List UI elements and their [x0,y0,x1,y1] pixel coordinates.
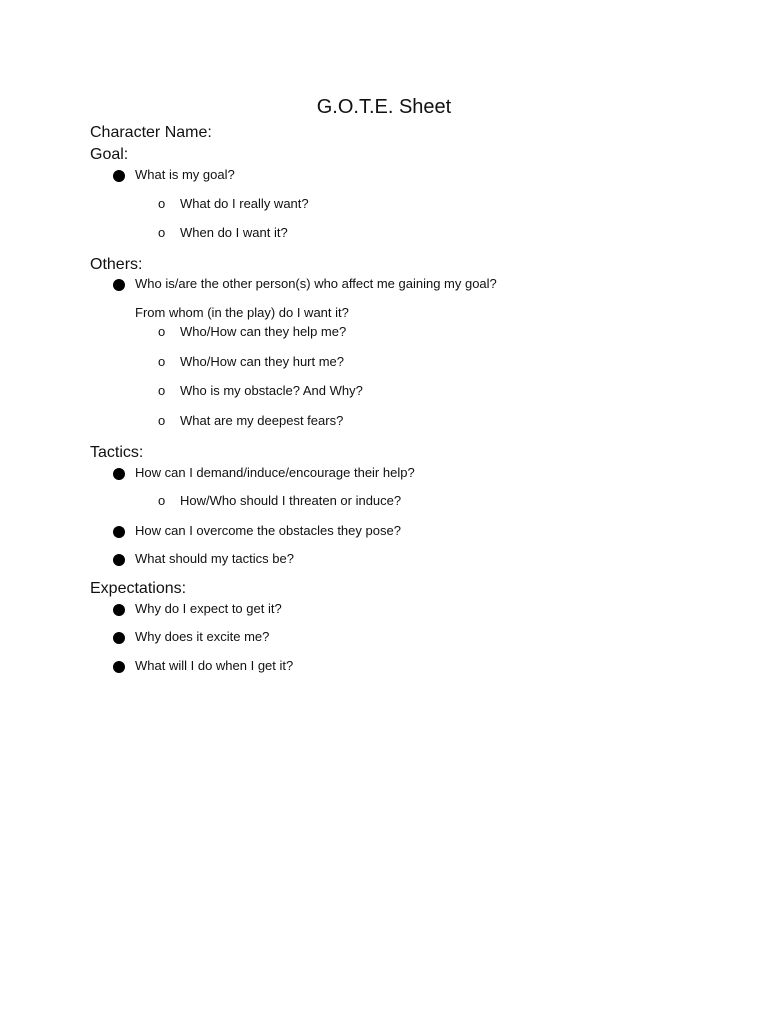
bullet-icon [113,632,125,644]
others-heading: Others: [90,256,143,273]
expectations-heading: Expectations: [90,580,187,597]
sub-bullet-icon: o [158,413,166,428]
sub-bullet-icon: o [158,324,166,339]
bullet-icon [113,526,125,538]
bullet-icon [113,604,125,616]
goal-heading: Goal: [90,146,129,163]
sub-bullet-icon: o [158,225,166,240]
bullet-icon [113,554,125,566]
tactics-item-2: How can I overcome the obstacles they pose? [135,523,401,538]
page-title: G.O.T.E. Sheet [316,96,452,118]
bullet-icon [113,661,125,673]
tactics-subitem-1: How/Who should I threaten or induce? [180,493,402,508]
character-name-label: Character Name: [90,124,212,141]
tactics-item-3: What should my tactics be? [135,551,294,566]
sub-bullet-icon: o [158,196,166,211]
goal-subitem-2: When do I want it? [180,225,288,240]
tactics-heading: Tactics: [90,444,144,461]
others-subitem-2: Who/How can they hurt me? [180,354,345,369]
others-subitem-4: What are my deepest fears? [180,413,344,428]
bullet-icon [113,468,125,480]
goal-subitem-1: What do I really want? [180,196,309,211]
expectations-item-1: Why do I expect to get it? [135,601,282,616]
goal-item-1: What is my goal? [135,167,235,182]
others-subitem-3: Who is my obstacle? And Why? [180,383,363,398]
others-continuation: From whom (in the play) do I want it? [135,305,349,320]
sub-bullet-icon: o [158,493,166,508]
others-item-1: Who is/are the other person(s) who affect me gaining my goal? [135,276,497,291]
bullet-icon [113,279,125,291]
bullet-icon [113,170,125,182]
tactics-item-1: How can I demand/induce/encourage their help? [135,465,415,480]
sub-bullet-icon: o [158,354,166,369]
others-subitem-1: Who/How can they help me? [180,324,347,339]
expectations-item-3: What will I do when I get it? [135,658,294,673]
expectations-item-2: Why does it excite me? [135,629,270,644]
sub-bullet-icon: o [158,383,166,398]
